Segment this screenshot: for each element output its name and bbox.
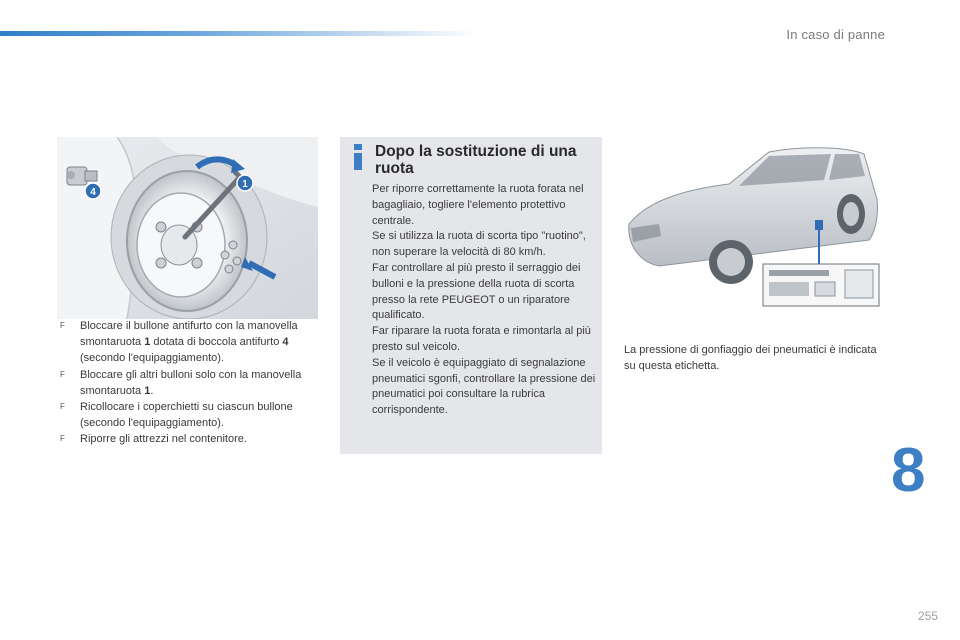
section-title: In caso di panne bbox=[786, 27, 885, 42]
wheel-bolt-illustration bbox=[57, 137, 318, 319]
info-paragraph: Se il veicolo è equipaggiato di segnalazione pneumatici sgonfi, controllare la pressione dei pneumatici poi consultare la rubrica corrispondente. bbox=[372, 356, 596, 417]
info-paragraph: Se si utilizza la ruota di scorta tipo "ruotino", non superare la velocità di 80 km/h. bbox=[372, 230, 586, 259]
chapter-number: 8 bbox=[891, 436, 926, 505]
list-item: F Bloccare il bullone antifurto con la manovella smontaruota 1 dotata di boccola antifurto 4 (secondo l'equipaggiamento). bbox=[60, 320, 298, 365]
info-icon bbox=[351, 144, 365, 170]
bullet-glyph: F bbox=[60, 402, 65, 412]
info-box-title: Dopo la sostituzione di una ruota bbox=[375, 143, 577, 177]
pressure-note: La pressione di gonfiaggio dei pneumatici è indicata su questa etichetta. bbox=[624, 344, 877, 372]
info-box-body bbox=[372, 182, 600, 419]
page-number: 255 bbox=[917, 609, 938, 623]
instructions-list bbox=[60, 318, 328, 448]
bullet-glyph: F bbox=[60, 321, 65, 330]
list-item: F Bloccare gli altri bulloni solo con la manovella smontaruota 1. bbox=[60, 368, 302, 397]
bullet-glyph: F bbox=[60, 434, 65, 444]
info-box bbox=[340, 137, 602, 454]
list-item: F Riporre gli attrezzi nel contenitore. bbox=[60, 431, 328, 447]
callout-4: 4 bbox=[90, 187, 96, 198]
callout-1: 1 bbox=[242, 179, 248, 190]
bullet-glyph: F bbox=[60, 369, 65, 379]
car-tyre-label-illustration bbox=[619, 144, 881, 310]
info-paragraph: Far riparare la ruota forata e rimontarla al più presto sul veicolo. bbox=[372, 325, 591, 353]
list-item: F Ricollocare i coperchietti su ciascun bullone (secondo l'equipaggiamento). bbox=[60, 401, 293, 430]
info-paragraph: Per riporre correttamente la ruota forata nel bagagliaio, togliere l'elemento protettivo centrale. bbox=[372, 183, 584, 227]
info-paragraph: Far controllare al più presto il serraggio dei bulloni e la pressione della ruota di scorta presso la rete PEUGEOT o un riparatore qualificato. bbox=[372, 261, 581, 322]
header-accent-bar bbox=[0, 31, 480, 36]
